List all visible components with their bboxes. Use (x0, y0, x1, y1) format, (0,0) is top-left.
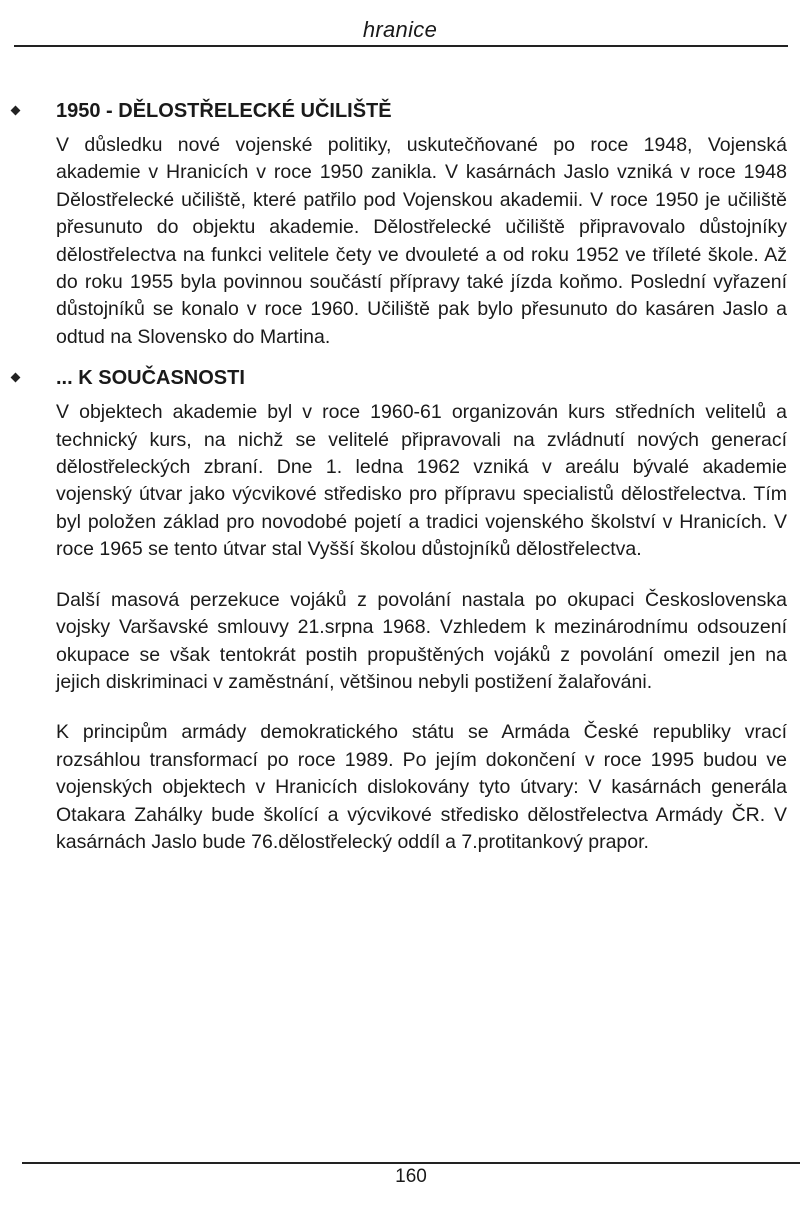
page-content (56, 98, 787, 856)
diamond-bullet-icon (11, 106, 21, 116)
section-heading: ... K SOUČASNOSTI (56, 367, 245, 390)
header-rule (14, 45, 788, 47)
page-number: 160 (395, 1166, 427, 1187)
running-header: hranice (362, 17, 438, 42)
section-delostrelecke-uciliste (56, 98, 787, 351)
paragraph: V důsledku nové vojenské politiky, uskutečňované po roce 1948, Vojenská akademie v Hranicích v roce 1950 zanikla. V kasárnách Jaslo vzniká v roce 1948 Dělostřelecké učiliště, které patřilo pod Vojenskou akademii. V roce 1950 je učiliště přesunuto do objektu akademie. Dělostřelecké učiliště připravovalo důstojníky dělostřelectva na funkci velitele čety ve dvouleté a od roku 1952 ve tříleté škole. Až do roku 1955 byla povinnou součástí přípravy také jízda koňmo. Poslední vyřazení důstojníků se konalo v roce 1960. Učiliště pak bylo přesunuto do kasáren Jaslo a odtud na Slovensko do Martina. (56, 134, 787, 348)
diamond-bullet-icon (11, 373, 21, 383)
footer-rule (22, 1162, 800, 1164)
paragraph: V objektech akademie byl v roce 1960-61 organizován kurs středních velitelů a technický kurs, na nichž se velitelé připravovali na zvládnutí nových generací dělostřeleckých zbraní. Dne 1. ledna 1962 vzniká v areálu bývalé akademie vojenský útvar jako výcvikové středisko pro přípravu specialistů dělostřelectva. Tím byl položen základ pro novodobé pojetí a tradici vojenského školství v Hranicích. V roce 1965 se tento útvar stal Vyšší školou důstojníků dělostřelectva. (56, 401, 787, 561)
paragraph: Další masová perzekuce vojáků z povolání nastala po okupaci Československa vojsky Varšavské smlouvy 21.srpna 1968. Vzhledem k mezinárodnímu odsouzení okupace se však tentokrát postih propuštěných vojáků z povolání omezil jen na jejich diskriminaci v zaměstnání, většinou nebyli postižení žalařováni. (56, 588, 787, 693)
section-heading: 1950 - DĚLOSTŘELECKÉ UČILIŠTĚ (56, 100, 392, 122)
paragraph: K principům armády demokratického státu se Armáda České republiky vrací rozsáhlou transformací po roce 1989. Po jejím dokončení v roce 1995 budou ve vojenských objektech v Hranicích dislokovány tyto útvary: V kasárnách generála Otakara Zahálky bude školící a výcvikové středisko dělostřelectva Armády ČR. V kasárnách Jaslo bude 76.dělostřelecký oddíl a 7.protitankový prapor. (56, 721, 787, 853)
section-k-soucasnosti (56, 365, 787, 856)
